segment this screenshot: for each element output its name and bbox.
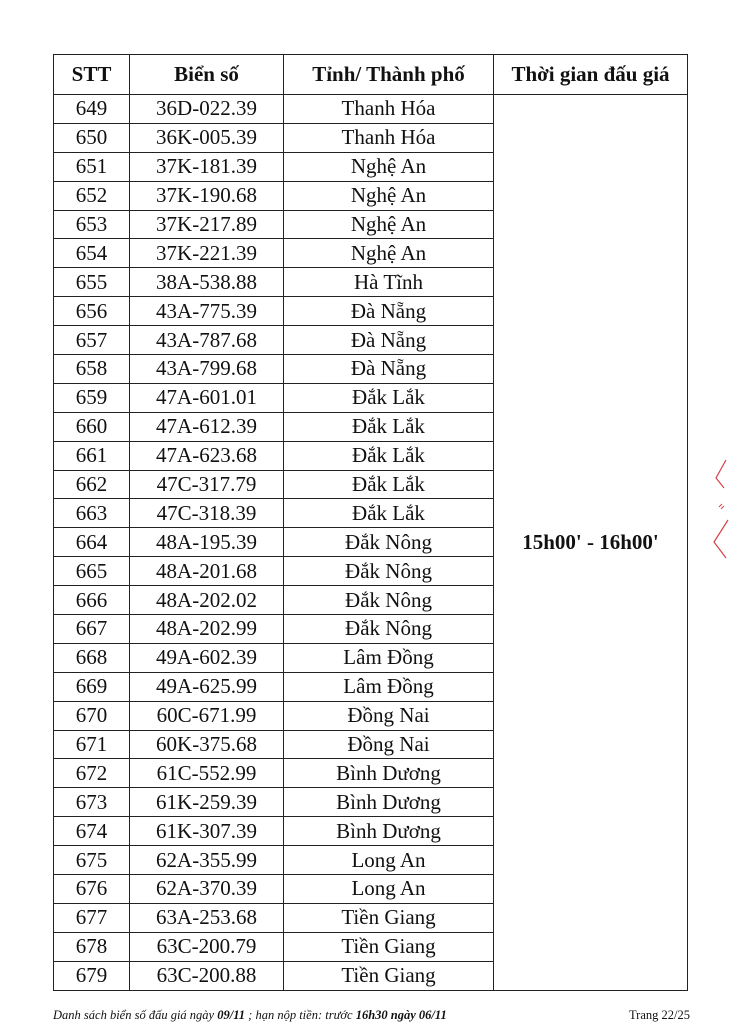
cell-province: Đắk Nông <box>284 586 494 615</box>
cell-stt: 666 <box>54 586 130 615</box>
cell-stt: 668 <box>54 643 130 672</box>
plate-auction-table <box>53 54 688 991</box>
cell-province: Lâm Đồng <box>284 643 494 672</box>
cell-province: Nghệ An <box>284 239 494 268</box>
header-plate: Biển số <box>130 55 284 95</box>
cell-stt: 676 <box>54 875 130 904</box>
cell-province: Đắk Nông <box>284 528 494 557</box>
cell-plate: 49A-625.99 <box>130 672 284 701</box>
cell-plate: 36D-022.39 <box>130 95 284 124</box>
cell-plate: 47C-318.39 <box>130 499 284 528</box>
cell-plate: 47A-623.68 <box>130 441 284 470</box>
cell-stt: 673 <box>54 788 130 817</box>
cell-plate: 61C-552.99 <box>130 759 284 788</box>
cell-province: Đắk Lắk <box>284 412 494 441</box>
cell-province: Đắk Nông <box>284 615 494 644</box>
cell-province: Tiền Giang <box>284 903 494 932</box>
page-number: Trang 22/25 <box>628 1008 690 1022</box>
cell-stt: 669 <box>54 672 130 701</box>
cell-stt: 661 <box>54 441 130 470</box>
cell-province: Đắk Lắk <box>284 499 494 528</box>
cell-stt: 654 <box>54 239 130 268</box>
cell-stt: 677 <box>54 903 130 932</box>
footer-note-prefix: Danh sách biển số đấu giá ngày <box>53 1008 218 1022</box>
cell-stt: 651 <box>54 152 130 181</box>
cell-plate: 48A-202.02 <box>130 586 284 615</box>
cell-stt: 657 <box>54 326 130 355</box>
cell-plate: 48A-201.68 <box>130 557 284 586</box>
cell-stt: 650 <box>54 123 130 152</box>
cell-stt: 671 <box>54 730 130 759</box>
cell-province: Đắk Lắk <box>284 441 494 470</box>
cell-province: Bình Dương <box>284 788 494 817</box>
cell-province: Bình Dương <box>284 817 494 846</box>
cell-plate: 47C-317.79 <box>130 470 284 499</box>
table-body <box>54 95 688 991</box>
cell-province: Đà Nẵng <box>284 355 494 384</box>
cell-stt: 667 <box>54 615 130 644</box>
cell-province: Đắk Lắk <box>284 383 494 412</box>
cell-plate: 49A-602.39 <box>130 643 284 672</box>
cell-plate: 60C-671.99 <box>130 701 284 730</box>
cell-stt: 678 <box>54 932 130 961</box>
cell-plate: 37K-190.68 <box>130 181 284 210</box>
auction-time-cell: 15h00' - 16h00' <box>494 95 688 991</box>
cell-plate: 62A-370.39 <box>130 875 284 904</box>
cell-stt: 663 <box>54 499 130 528</box>
cell-plate: 36K-005.39 <box>130 123 284 152</box>
cell-province: Bình Dương <box>284 759 494 788</box>
cell-province: Đắk Nông <box>284 557 494 586</box>
cell-province: Nghệ An <box>284 181 494 210</box>
cell-stt: 652 <box>54 181 130 210</box>
cell-province: Thanh Hóa <box>284 95 494 124</box>
cell-plate: 63C-200.88 <box>130 961 284 990</box>
cell-province: Nghệ An <box>284 152 494 181</box>
cell-stt: 656 <box>54 297 130 326</box>
header-time: Thời gian đấu giá <box>494 55 688 95</box>
cell-stt: 659 <box>54 383 130 412</box>
cell-stt: 660 <box>54 412 130 441</box>
cell-plate: 37K-217.89 <box>130 210 284 239</box>
footer-deadline: 16h30 ngày 06/11 <box>355 1008 447 1022</box>
cell-province: Hà Tĩnh <box>284 268 494 297</box>
cell-plate: 63A-253.68 <box>130 903 284 932</box>
cell-plate: 38A-538.88 <box>130 268 284 297</box>
cell-plate: 61K-259.39 <box>130 788 284 817</box>
cell-plate: 48A-202.99 <box>130 615 284 644</box>
cell-stt: 664 <box>54 528 130 557</box>
cell-province: Long An <box>284 875 494 904</box>
red-stamp-marks-icon <box>708 450 730 580</box>
cell-province: Đà Nẵng <box>284 297 494 326</box>
cell-plate: 43A-787.68 <box>130 326 284 355</box>
cell-plate: 60K-375.68 <box>130 730 284 759</box>
cell-province: Tiền Giang <box>284 961 494 990</box>
header-stt: STT <box>54 55 130 95</box>
cell-stt: 679 <box>54 961 130 990</box>
cell-stt: 672 <box>54 759 130 788</box>
footer-auction-date: 09/11 <box>217 1008 246 1022</box>
cell-plate: 47A-612.39 <box>130 412 284 441</box>
cell-province: Long An <box>284 846 494 875</box>
cell-stt: 670 <box>54 701 130 730</box>
cell-plate: 62A-355.99 <box>130 846 284 875</box>
cell-province: Đà Nẵng <box>284 326 494 355</box>
cell-stt: 662 <box>54 470 130 499</box>
cell-province: Lâm Đồng <box>284 672 494 701</box>
cell-stt: 658 <box>54 355 130 384</box>
cell-stt: 665 <box>54 557 130 586</box>
cell-province: Đồng Nai <box>284 730 494 759</box>
cell-province: Thanh Hóa <box>284 123 494 152</box>
table-header-row <box>54 55 688 95</box>
header-province: Tỉnh/ Thành phố <box>284 55 494 95</box>
cell-province: Đắk Lắk <box>284 470 494 499</box>
cell-stt: 649 <box>54 95 130 124</box>
cell-plate: 43A-775.39 <box>130 297 284 326</box>
cell-stt: 675 <box>54 846 130 875</box>
cell-stt: 674 <box>54 817 130 846</box>
footer-note-middle: ; hạn nộp tiền: trước <box>245 1008 356 1022</box>
cell-plate: 37K-181.39 <box>130 152 284 181</box>
cell-stt: 653 <box>54 210 130 239</box>
table-row <box>54 95 688 124</box>
cell-plate: 43A-799.68 <box>130 355 284 384</box>
cell-province: Tiền Giang <box>284 932 494 961</box>
cell-plate: 47A-601.01 <box>130 383 284 412</box>
footer-note <box>53 1008 447 1023</box>
cell-plate: 63C-200.79 <box>130 932 284 961</box>
cell-province: Đồng Nai <box>284 701 494 730</box>
cell-province: Nghệ An <box>284 210 494 239</box>
cell-plate: 37K-221.39 <box>130 239 284 268</box>
cell-plate: 48A-195.39 <box>130 528 284 557</box>
cell-plate: 61K-307.39 <box>130 817 284 846</box>
cell-stt: 655 <box>54 268 130 297</box>
